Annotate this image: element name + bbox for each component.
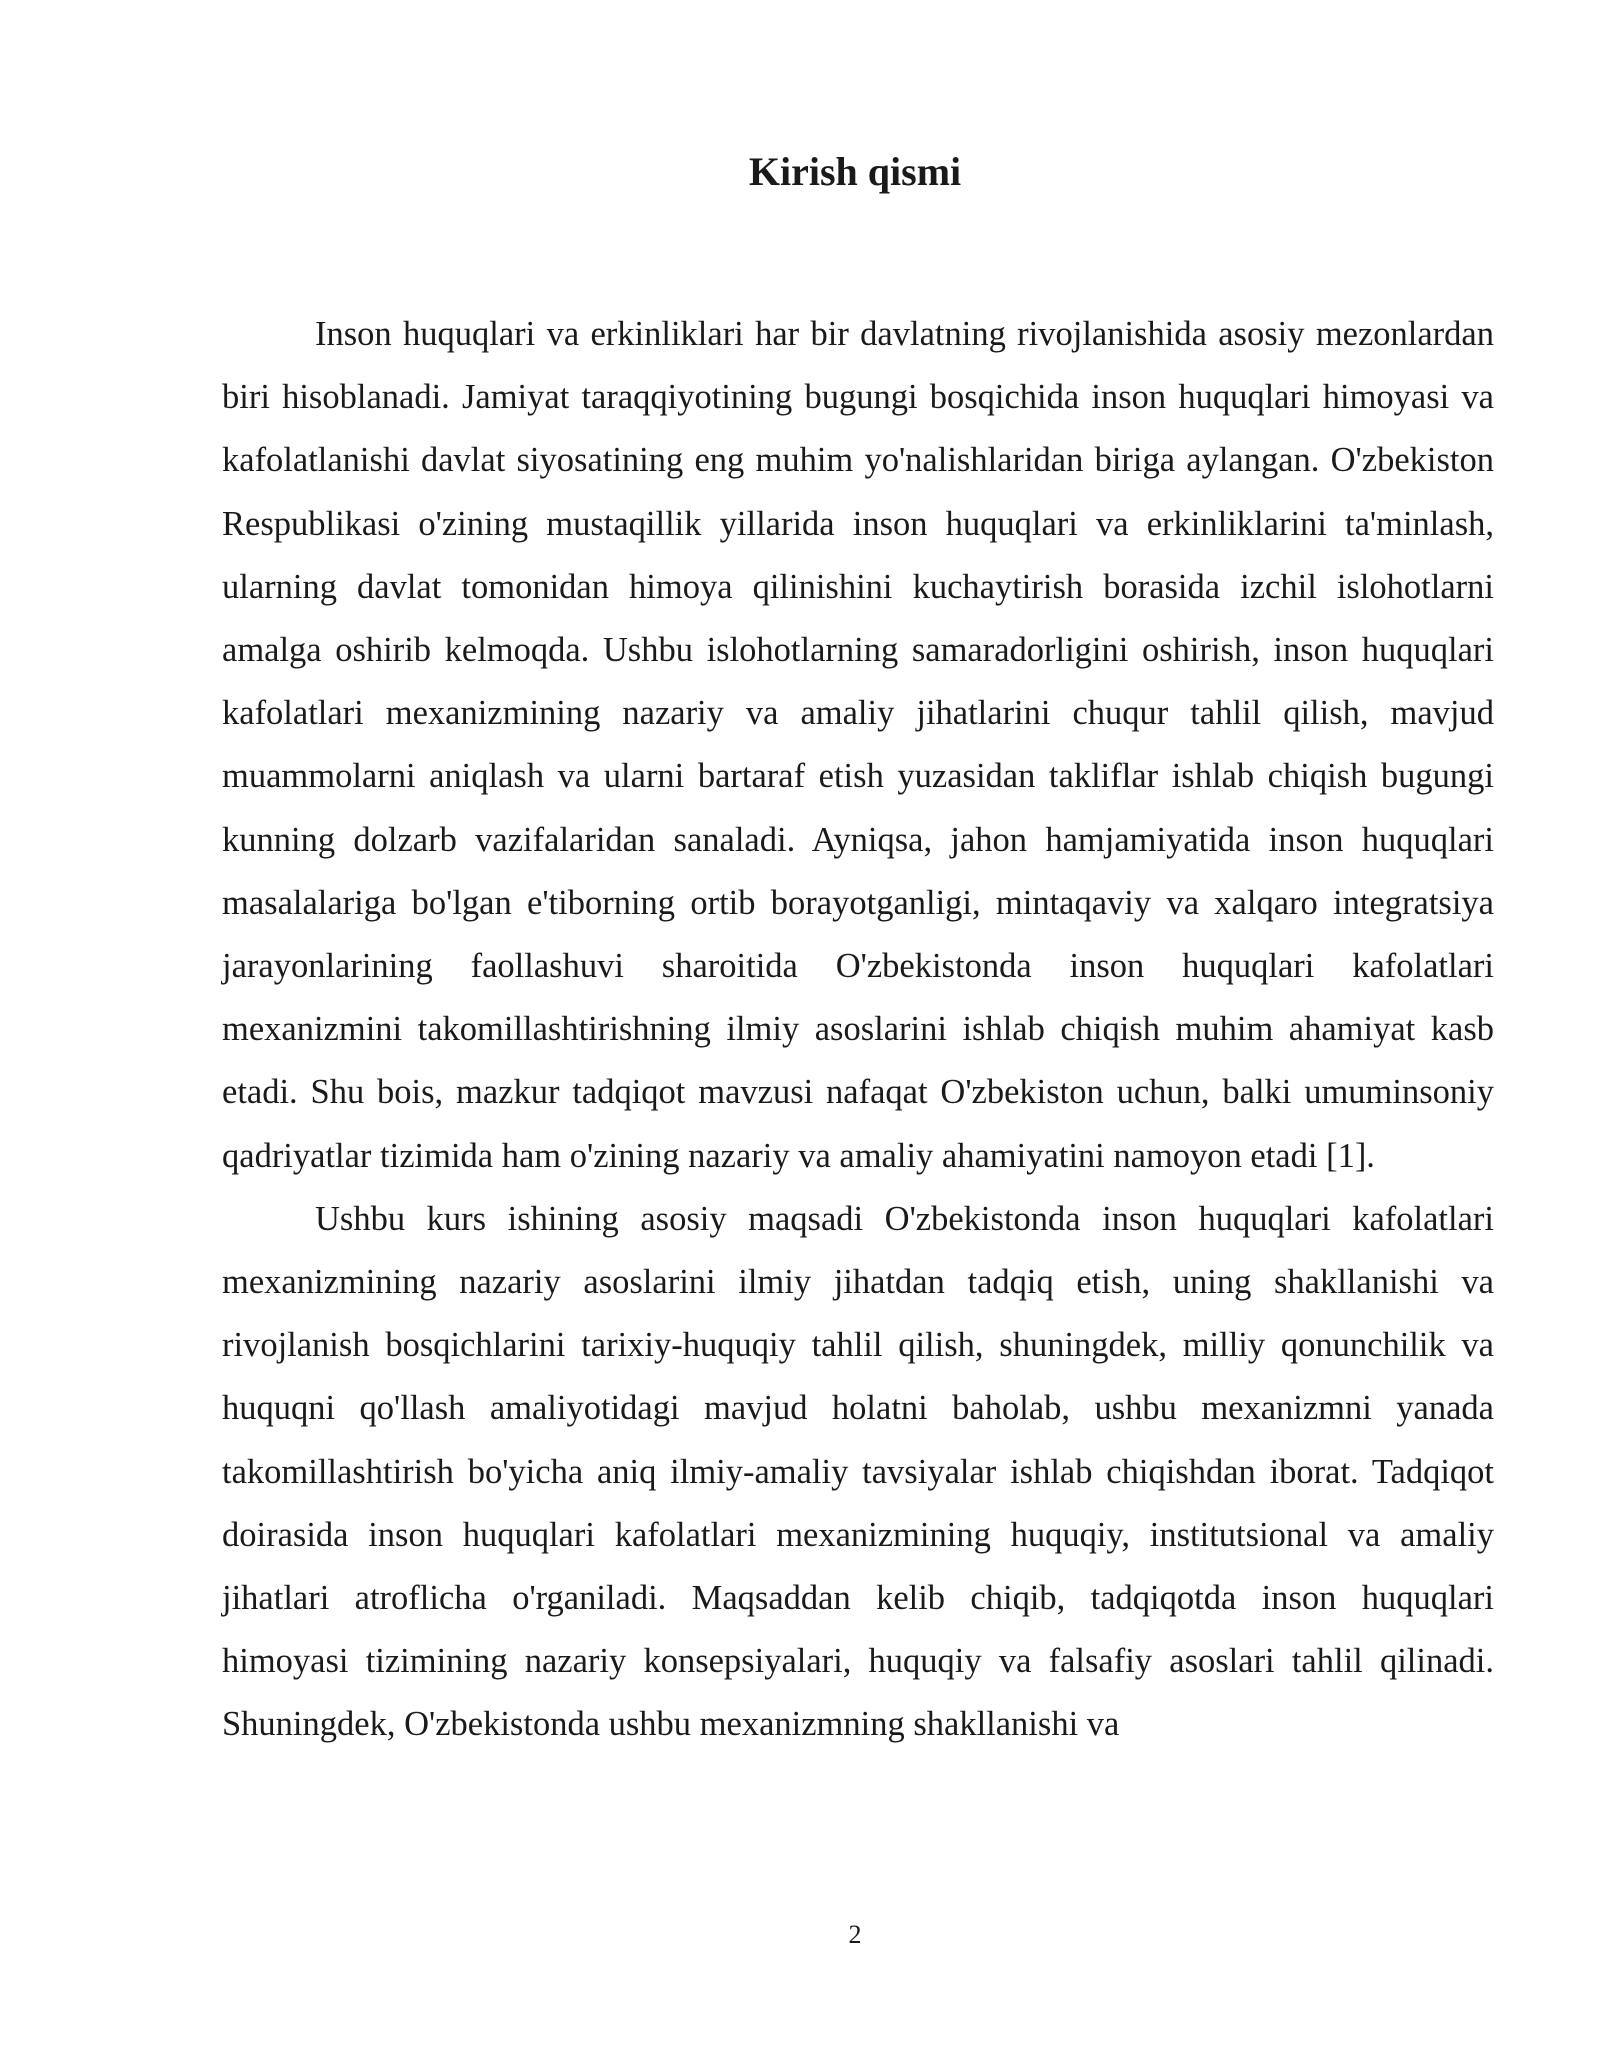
page-number: 2 [848, 1920, 862, 1949]
paragraph-purpose: Ushbu kurs ishining asosiy maqsadi O'zbekistonda inson huquqlari kafolatlari mexanizmining nazariy asoslarini ilmiy jihatdan tadqiq etish, uning shakllanishi va rivojlanish bosqichlarini tarixiy-huquqiy tahlil qilish, shuningdek, milliy qonunchilik va huquqni qo'llash amaliyotidagi mavjud holatni baholab, ushbu mexanizmni yanada takomillashtirish bo'yicha aniq ilmiy-amaliy tavsiyalar ishlab chiqishdan iborat. Tadqiqot doirasida inson huquqlari kafolatlari mexanizmining huquqiy, institutsional va amaliy jihatlari atroflicha o'rganiladi. Maqsaddan kelib chiqib, tadqiqotda inson huquqlari himoyasi tizimining nazariy konsepsiyalari, huquqiy va falsafiy asoslari tahlil qilinadi. Shuningdek, O'zbekistonda ushbu mexanizmning shakllanishi va [222, 1199, 1494, 1744]
document-body [222, 303, 1494, 1757]
paragraph-introduction: Inson huquqlari va erkinliklari har bir davlatning rivojlanishida asosiy mezonlardan biri hisoblanadi. Jamiyat taraqqiyotining bugungi bosqichida inson huquqlari himoyasi va kafolatlanishi davlat siyosatining eng muhim yo'nalishlaridan biriga aylangan. O'zbekiston Respublikasi o'zining mustaqillik yillarida inson huquqlari va erkinliklarini ta'minlash, ularning davlat tomonidan himoya qilinishini kuchaytirish borasida izchil islohotlarni amalga oshirib kelmoqda. Ushbu islohotlarning samaradorligini oshirish, inson huquqlari kafolatlari mexanizmining nazariy va amaliy jihatlarini chuqur tahlil qilish, mavjud muammolarni aniqlash va ularni bartaraf etish yuzasidan takliflar ishlab chiqish bugungi kunning dolzarb vazifalaridan sanaladi. Ayniqsa, jahon hamjamiyatida inson huquqlari masalalariga bo'lgan e'tiborning ortib borayotganligi, mintaqaviy va xalqaro integratsiya jarayonlarining faollashuvi sharoitida O'zbekistonda inson huquqlari kafolatlari mexanizmini takomillashtirishning ilmiy asoslarini ishlab chiqish muhim ahamiyat kasb etadi. Shu bois, mazkur tadqiqot mavzusi nafaqat O'zbekiston uchun, balki umuminsoniy qadriyatlar tizimida ham o'zining nazariy va amaliy ahamiyatini namoyon etadi [1]. [222, 315, 1494, 1175]
page-title: Kirish qismi [748, 149, 962, 194]
